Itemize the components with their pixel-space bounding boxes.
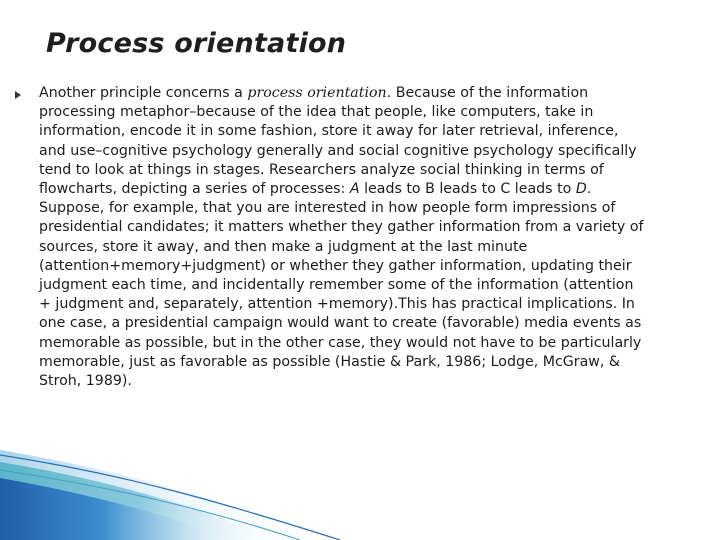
bullet-arrow-icon (15, 91, 21, 99)
text-segment: one case, a presidential campaign would want to create (favorable) media events as (39, 315, 642, 332)
text-segment: judgment each time, and incidentally remember some of the information (attention (39, 277, 634, 294)
text-segment: Another principle concerns a (39, 85, 248, 101)
paragraph-line (39, 276, 699, 295)
paragraph-line (39, 199, 699, 218)
swoosh-line-teal (0, 470, 300, 540)
text-segment: tend to look at things in stages. Researchers analyze social thinking in terms of (39, 161, 604, 178)
swoosh-band-light (0, 450, 330, 540)
text-segment: leads to B leads to C leads to (359, 181, 576, 198)
paragraph-line (39, 218, 699, 237)
paragraph-line (39, 257, 699, 276)
text-segment: sources, store it away, and then make a judgment at the last minute (39, 238, 528, 255)
text-segment: and use–cognitive psychology generally and social cognitive psychology specifically (39, 142, 637, 159)
text-segment: Stroh, 1989). (39, 373, 132, 390)
italic-letter: D (575, 181, 587, 198)
swoosh-line-dark (0, 455, 340, 540)
swoosh-band-blue (0, 478, 230, 540)
text-segment: + judgment and, separately, attention +memory).This has practical implications. In (39, 296, 635, 313)
paragraph-line (39, 295, 699, 314)
paragraph-line (39, 103, 699, 122)
paragraph-line (39, 161, 699, 180)
slide-title: Process orientation (46, 28, 347, 59)
swoosh-band-teal (0, 462, 280, 540)
text-segment: Suppose, for example, that you are interested in how people form impressions of (39, 200, 616, 217)
paragraph-line (39, 122, 699, 141)
emphasized-term: process orientation. (247, 85, 392, 101)
italic-letter: A (349, 181, 360, 198)
text-segment: processing metaphor–because of the idea that people, like computers, take in (39, 104, 594, 121)
bullet-paragraph (39, 84, 699, 391)
paragraph-line (39, 353, 699, 372)
paragraph-line (39, 142, 699, 161)
text-segment: Because of the information (391, 85, 589, 101)
text-segment: memorable as possible, but in the other case, they would not have to be particularly (39, 334, 642, 351)
text-segment: . (586, 181, 592, 198)
paragraph-line (39, 334, 699, 353)
paragraph-line (39, 84, 699, 103)
text-segment: flowcharts, depicting a series of processes: (39, 181, 350, 198)
paragraph-line (39, 180, 699, 199)
paragraph-line (39, 238, 699, 257)
paragraph-line (39, 314, 699, 333)
text-segment: (attention+memory+judgment) or whether they gather information, updating their (39, 257, 632, 274)
text-segment: information, encode it in some fashion, store it away for later retrieval, inference, (39, 123, 619, 140)
text-segment: memorable, just as favorable as possible (Hastie & Park, 1986; Lodge, McGraw, & (39, 353, 620, 370)
paragraph-line (39, 372, 699, 391)
text-segment: presidential candidates; it matters whether they gather information from a variety of (39, 219, 644, 236)
